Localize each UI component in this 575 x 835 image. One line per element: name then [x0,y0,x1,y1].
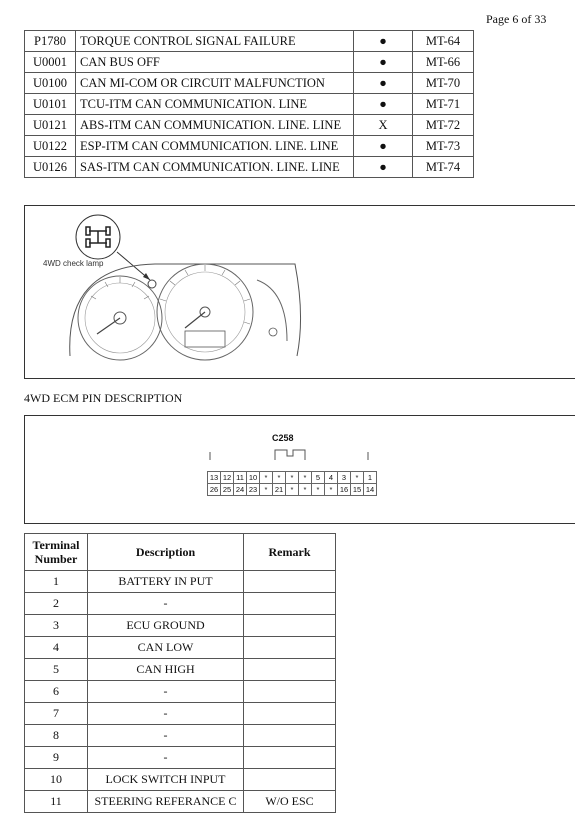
connector-pin-grid [207,471,377,496]
dtc-code: U0126 [25,157,76,178]
pin-number: 6 [25,681,88,703]
connector-top-row [208,472,377,484]
connector-pin: * [299,472,312,484]
pin-description: CAN HIGH [88,659,244,681]
dtc-code: U0001 [25,52,76,73]
pin-row [25,593,336,615]
dtc-description: CAN BUS OFF [76,52,354,73]
connector-pin: 15 [351,484,364,496]
header-terminal-number: Terminal Number [25,534,88,571]
pin-row [25,747,336,769]
pin-description: STEERING REFERANCE C [88,791,244,813]
dtc-description: TORQUE CONTROL SIGNAL FAILURE [76,31,354,52]
dtc-code: P1780 [25,31,76,52]
dtc-row [25,52,474,73]
connector-pin: * [286,472,299,484]
connector-pin: * [260,484,273,496]
pin-row [25,615,336,637]
connector-pin: * [286,484,299,496]
pin-row [25,725,336,747]
dtc-mark: X [354,115,413,136]
pin-description-table [24,533,336,813]
dtc-description: TCU-ITM CAN COMMUNICATION. LINE [76,94,354,115]
header-remark: Remark [244,534,336,571]
pin-description: - [88,747,244,769]
dtc-description: ABS-ITM CAN COMMUNICATION. LINE. LINE [76,115,354,136]
dtc-mark: ● [354,52,413,73]
connector-pin: 5 [312,472,325,484]
connector-pin: 1 [364,472,377,484]
dtc-mark: ● [354,136,413,157]
dtc-reference: MT-72 [413,115,474,136]
dtc-row [25,136,474,157]
connector-latch [205,446,375,460]
dtc-code: U0121 [25,115,76,136]
pin-number: 10 [25,769,88,791]
pin-description: - [88,593,244,615]
pin-row [25,791,336,813]
odometer-display [185,331,225,347]
connector-pin: * [273,472,286,484]
dtc-row [25,94,474,115]
connector-pin: 16 [338,484,351,496]
pin-remark: W/O ESC [244,791,336,813]
dtc-reference: MT-70 [413,73,474,94]
instrument-cluster-figure [24,205,575,379]
pin-row [25,769,336,791]
dtc-reference: MT-74 [413,157,474,178]
pin-number: 3 [25,615,88,637]
connector-pin: * [351,472,364,484]
dtc-reference: MT-64 [413,31,474,52]
connector-pin: 21 [273,484,286,496]
connector-pin: * [260,472,273,484]
dtc-reference: MT-66 [413,52,474,73]
connector-pin: 13 [208,472,221,484]
section-title: 4WD ECM PIN DESCRIPTION [24,391,183,405]
pin-number: 7 [25,703,88,725]
connector-pin: 14 [364,484,377,496]
page-number: Page 6 of 33 [486,12,547,26]
dtc-description: SAS-ITM CAN COMMUNICATION. LINE. LINE [76,157,354,178]
connector-pin: 11 [234,472,247,484]
pin-remark [244,615,336,637]
connector-pin: * [325,484,338,496]
pin-remark [244,747,336,769]
pin-description: ECU GROUND [88,615,244,637]
dtc-mark: ● [354,73,413,94]
pin-number: 4 [25,637,88,659]
dtc-row [25,115,474,136]
pin-description: - [88,681,244,703]
dtc-row [25,157,474,178]
pin-number: 11 [25,791,88,813]
dtc-description: ESP-ITM CAN COMMUNICATION. LINE. LINE [76,136,354,157]
dtc-code: U0101 [25,94,76,115]
4wd-lamp-position [148,280,156,288]
pin-description: - [88,703,244,725]
dtc-table [24,30,474,178]
pin-number: 2 [25,593,88,615]
pin-remark [244,571,336,593]
pin-description: CAN LOW [88,637,244,659]
pin-remark [244,659,336,681]
pin-remark [244,725,336,747]
pin-row [25,659,336,681]
dtc-description: CAN MI-COM OR CIRCUIT MALFUNCTION [76,73,354,94]
connector-pin: 24 [234,484,247,496]
dtc-reference: MT-71 [413,94,474,115]
connector-pin: 3 [338,472,351,484]
pin-row [25,703,336,725]
4wd-lamp-icon [86,227,110,247]
dtc-row [25,73,474,94]
dtc-mark: ● [354,31,413,52]
dtc-mark: ● [354,94,413,115]
pin-row [25,571,336,593]
pin-remark [244,681,336,703]
instrument-cluster-illustration [25,206,575,378]
pin-remark [244,637,336,659]
pin-description: LOCK SWITCH INPUT [88,769,244,791]
pin-remark [244,593,336,615]
dtc-mark: ● [354,157,413,178]
pin-number: 9 [25,747,88,769]
pin-row [25,637,336,659]
pin-number: 8 [25,725,88,747]
pin-remark [244,703,336,725]
dtc-code: U0122 [25,136,76,157]
callout-label: 4WD check lamp [43,259,104,268]
pin-description: BATTERY IN PUT [88,571,244,593]
pin-table-header [25,534,336,571]
connector-pin: 23 [247,484,260,496]
header-description: Description [88,534,244,571]
connector-pin: 12 [221,472,234,484]
pin-number: 5 [25,659,88,681]
connector-label: C258 [272,433,294,443]
connector-pin: * [299,484,312,496]
connector-bottom-row [208,484,377,496]
dtc-code: U0100 [25,73,76,94]
pin-row [25,681,336,703]
connector-pin: * [312,484,325,496]
connector-figure [24,415,575,524]
dtc-reference: MT-73 [413,136,474,157]
dtc-row [25,31,474,52]
connector-pin: 26 [208,484,221,496]
connector-pin: 10 [247,472,260,484]
fuel-gauge [257,280,287,341]
pin-remark [244,769,336,791]
connector-pin: 4 [325,472,338,484]
pin-number: 1 [25,571,88,593]
connector-pin: 25 [221,484,234,496]
pin-description: - [88,725,244,747]
